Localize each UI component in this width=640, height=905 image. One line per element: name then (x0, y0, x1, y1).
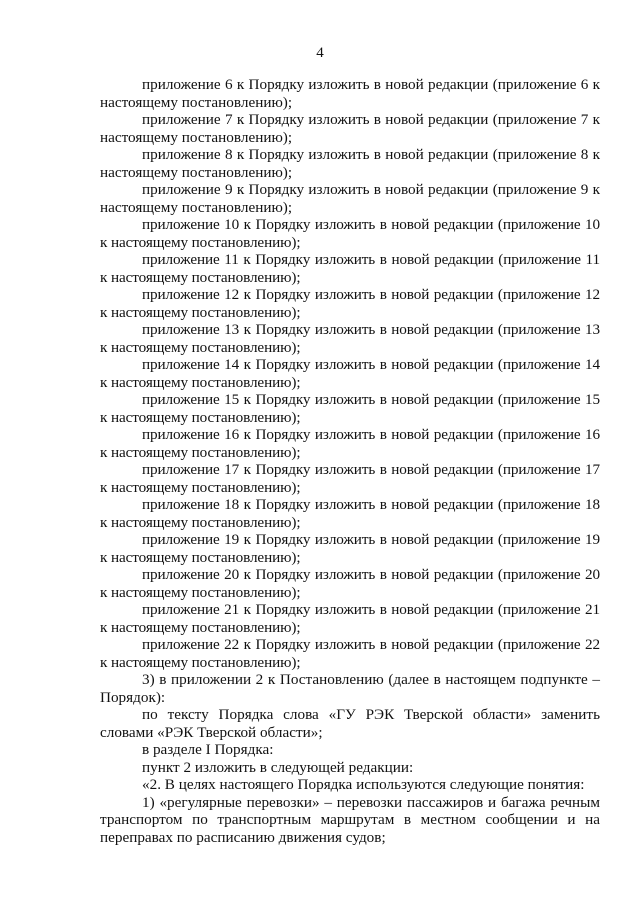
paragraph-appendix-17: приложение 17 к Порядку изложить в новой редакции (приложение 17 к настоящему постановлению); (100, 461, 600, 496)
paragraph-appendix-11: приложение 11 к Порядку изложить в новой редакции (приложение 11 к настоящему постановлению); (100, 251, 600, 286)
paragraph-replace-words: по тексту Порядка слова «ГУ РЭК Тверской области» заменить словами «РЭК Тверской области»; (100, 706, 600, 741)
paragraph-item-3: 3) в приложении 2 к Постановлению (далее в настоящем подпункте – Порядок): (100, 671, 600, 706)
paragraph-appendix-20: приложение 20 к Порядку изложить в новой редакции (приложение 20 к настоящему постановлению); (100, 566, 600, 601)
paragraph-appendix-19: приложение 19 к Порядку изложить в новой редакции (приложение 19 к настоящему постановлению); (100, 531, 600, 566)
paragraph-point-2: пункт 2 изложить в следующей редакции: (142, 758, 414, 776)
paragraph-appendix-13: приложение 13 к Порядку изложить в новой редакции (приложение 13 к настоящему постановлению); (100, 321, 600, 356)
document-body (100, 76, 600, 846)
paragraph-appendix-6: приложение 6 к Порядку изложить в новой редакции (приложение 6 к настоящему постановлению); (100, 76, 600, 111)
paragraph-appendix-14: приложение 14 к Порядку изложить в новой редакции (приложение 14 к настоящему постановлению); (100, 356, 600, 391)
paragraph-appendix-22: приложение 22 к Порядку изложить в новой редакции (приложение 22 к настоящему постановлению); (100, 636, 600, 671)
paragraph-appendix-15: приложение 15 к Порядку изложить в новой редакции (приложение 15 к настоящему постановлению); (100, 391, 600, 426)
paragraph-appendix-10: приложение 10 к Порядку изложить в новой редакции (приложение 10 к настоящему постановлению); (100, 216, 600, 251)
paragraph-appendix-8: приложение 8 к Порядку изложить в новой редакции (приложение 8 к настоящему постановлению); (100, 146, 600, 181)
paragraph-appendix-7: приложение 7 к Порядку изложить в новой редакции (приложение 7 к настоящему постановлению); (100, 111, 600, 146)
paragraph-definitions-intro: «2. В целях настоящего Порядка используются следующие понятия: (142, 776, 585, 793)
paragraph-appendix-21: приложение 21 к Порядку изложить в новой редакции (приложение 21 к настоящему постановлению); (100, 601, 600, 636)
paragraph-appendix-12: приложение 12 к Порядку изложить в новой редакции (приложение 12 к настоящему постановлению); (100, 286, 600, 321)
paragraph-appendix-18: приложение 18 к Порядку изложить в новой редакции (приложение 18 к настоящему постановлению); (100, 496, 600, 531)
paragraph-appendix-16: приложение 16 к Порядку изложить в новой редакции (приложение 16 к настоящему постановлению); (100, 426, 600, 461)
paragraph-section-1: в разделе I Порядка: (142, 741, 274, 758)
paragraph-appendix-9: приложение 9 к Порядку изложить в новой редакции (приложение 9 к настоящему постановлению); (100, 181, 600, 216)
page-number: 4 (316, 45, 324, 61)
paragraph-definition-1: 1) «регулярные перевозки» – перевозки пассажиров и багажа речным транспортом по транспортным маршрутам в местном сообщении и на переправах по расписанию движения судов; (100, 793, 600, 846)
